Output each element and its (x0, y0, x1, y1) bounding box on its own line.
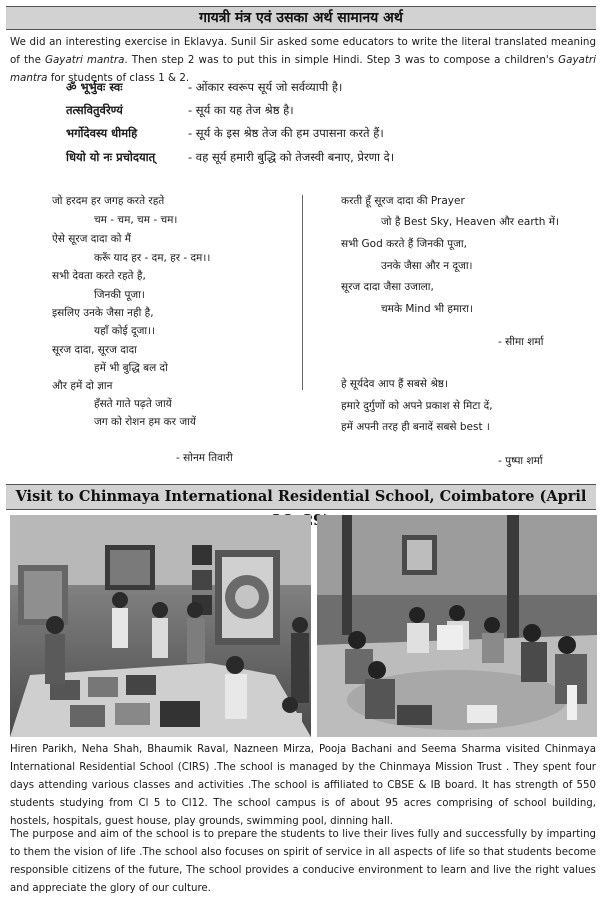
poem-line: जिनकी पूजा। (94, 289, 145, 301)
column-divider (302, 195, 303, 390)
mantra-line: धियो यो नः प्रचोदयात् - वह सूर्य हमारी बुद्धि को तेजस्वी बनाए, प्रेरणा दे। (66, 150, 395, 164)
mantra-line: भर्गोदेवस्य धीमहि - सूर्य के इस श्रेष्ठ तेज की हम उपासना करते हैं। (66, 126, 384, 140)
visit-description-paragraph: Hiren Parikh, Neha Shah, Bhaumik Raval, Nazneen Mirza, Pooja Bachani and Seema Sharma visited Chinmaya International Residential School (CIRS) .The school is managed by the Chinmaya Mission Trust . They spent four days attending various classes and activities .The school is affiliated to CBSE & IB board. It has strength of 550 students studying from Cl 5 to Cl12. The school campus is of about 95 acres comprising of school building, hostels, hospitals, guest house, play grounds, swimming pool, dinning hall. (10, 744, 596, 827)
poem-line: जो हरदम हर जगह करते रहते (52, 195, 165, 207)
poem-line: करती हूँ सूरज दादा की Prayer (341, 195, 465, 207)
poem-line: और हमें दो ज्ञान (52, 380, 113, 392)
poem-left-author: - सोनम तिवारी (176, 452, 233, 464)
poem-line: करूँ याद हर - दम, हर - दम।। (94, 252, 211, 264)
photo-meeting-hall-image (317, 515, 597, 737)
poem-line: उनके जैसा और न दूजा। (381, 260, 473, 272)
visit-section-heading: Visit to Chinmaya International Residential School, Coimbatore (April -29) (6, 484, 596, 510)
poem-right-1-author: - सीमा शर्मा (498, 336, 544, 348)
poem-line: यहाँ कोई दूजा।। (94, 325, 156, 337)
mantra-line: तत्सवितुर्वरेण्यं - सूर्य का यह तेज श्रेष्ठ है। (66, 103, 294, 117)
poem-line: हमें भी बुद्धि बल दो (94, 362, 168, 374)
photo-art-classroom (10, 515, 311, 737)
poem-line: जग को रोशन हम कर जायें (94, 416, 196, 428)
mantra-line: ॐ भूर्भुवः स्वः - ओंकार स्वरूप सूर्य जो सर्वव्यापी है। (66, 80, 343, 94)
poem-right-2-author: - पुष्पा शर्मा (498, 455, 543, 467)
poem-line: हँसते गाते पढ़ते जायें (94, 398, 172, 410)
poem-line: ऐसे सूरज दादा को मैं (52, 233, 132, 245)
intro-paragraph: We did an interesting exercise in Eklavya. Sunil Sir asked some educators to write the literal translated meaning of the Gayatri mantra. Then step 2 was to put this in simple Hindi. Step 3 was to compose a children's Gayatri mantra for students of class 1 & 2. (10, 36, 596, 84)
poem-line: सूरज दादा जैसा उजाला, (341, 281, 434, 293)
poem-line: सभी देवता करते रहते है, (52, 270, 146, 282)
poem-line: हे सूर्यदेव आप हैं सबसे श्रेष्ठ। (341, 378, 448, 390)
poem-line: सूरज दादा, सूरज दादा (52, 344, 137, 356)
photo-meeting-hall (317, 515, 597, 737)
poem-line: हमारे दुर्गुणों को अपने प्रकाश से मिटा दें, (341, 400, 493, 412)
poem-line: चमके Mind भी हमारा। (381, 303, 473, 315)
poem-line: चम - चम, चम - चम। (94, 214, 178, 226)
poem-line: जो है Best Sky, Heaven और earth में। (381, 216, 560, 228)
poem-line: हमें अपनी तरह ही बनादें सबसे best । (341, 421, 490, 433)
poem-line: इसलिए उनके जैसा नही है, (52, 307, 154, 319)
school-purpose-paragraph: The purpose and aim of the school is to prepare the students to live their lives fully and successfully by imparting to them the vision of life .The school also focuses on spirit of service in all aspects of life so that students become responsible citizens of the future, The school provides a conducive environment to learn and live the right values and appreciate the glory of our culture. (10, 829, 596, 894)
photo-art-classroom-image (10, 515, 311, 737)
gayatri-section-heading: गायत्री मंत्र एवं उसका अर्थ सामानय अर्थ (6, 6, 596, 30)
poem-line: सभी God करते हैं जिनकी पूजा, (341, 238, 467, 250)
